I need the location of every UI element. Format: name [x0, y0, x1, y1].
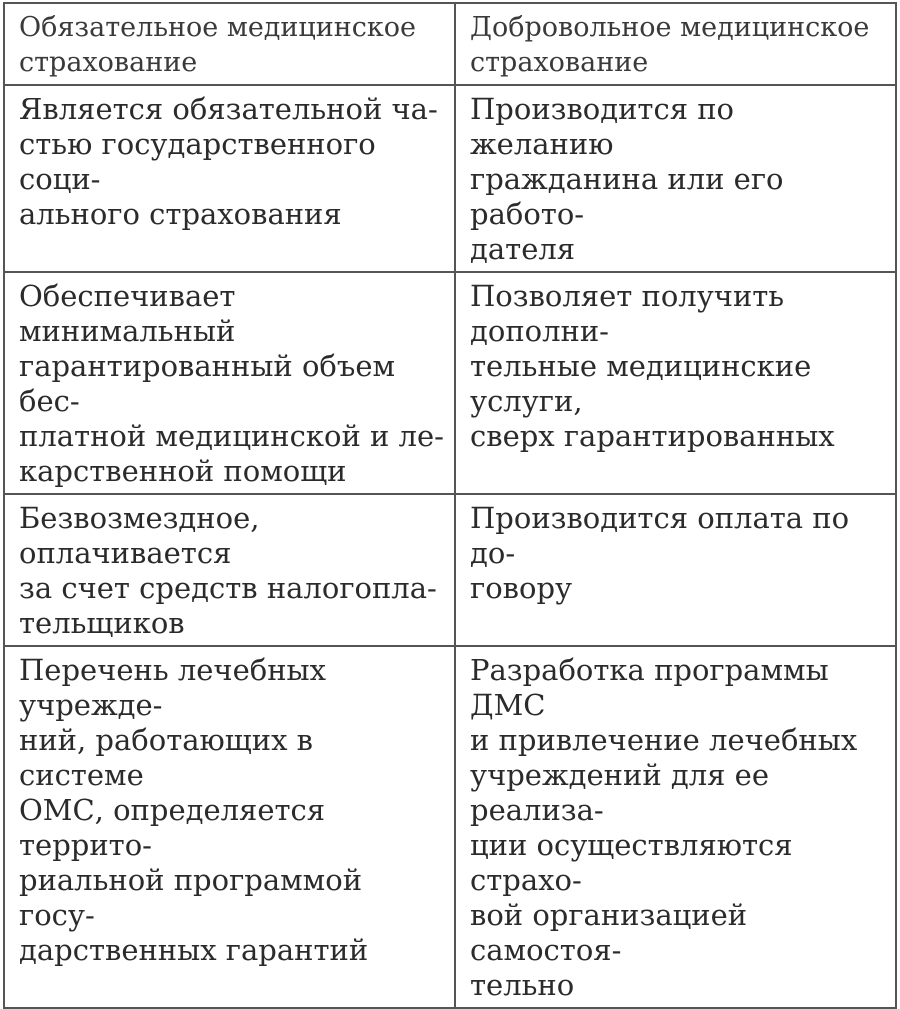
table-row: [4, 494, 896, 646]
cell-text: Является обязательной ча- стью государственного соци- ального страхования: [19, 92, 438, 231]
cell-text: Позволяет получить дополни- тельные медицинские услуги, сверх гарантированных: [470, 279, 835, 453]
table-cell: [4, 85, 455, 272]
table-cell: [455, 272, 896, 494]
table-cell: [4, 272, 455, 494]
cell-text: Перечень лечебных учрежде- ний, работающих в системе ОМС, определяется террито- риальной программой госу- дарственных гарантий: [19, 653, 369, 967]
table-cell: [455, 646, 896, 1008]
table-row: [4, 272, 896, 494]
table-cell: [4, 646, 455, 1008]
comparison-table: [3, 2, 897, 1009]
cell-text: Обеспечивает минимальный гарантированный объем бес- платной медицинской и ле- карственной помощи: [19, 279, 444, 488]
cell-text: Разработка программы ДМС и привлечение лечебных учреждений для ее реализа- ции осуществляются страхо- вой организацией самостоя- тельно: [470, 653, 858, 1002]
table-cell: [455, 494, 896, 646]
header-dms-text: Добровольное медицинское страхование: [470, 12, 870, 78]
table-row: [4, 85, 896, 272]
cell-text: Безвозмездное, оплачивается за счет средств налогопла- тельщиков: [19, 501, 437, 640]
table-header-row: [4, 3, 896, 85]
table-cell: [455, 85, 896, 272]
header-cell-dms: [455, 3, 896, 85]
cell-text: Производится по желанию гражданина или его работо- дателя: [470, 92, 784, 266]
table-row: [4, 646, 896, 1008]
header-cell-oms: [4, 3, 455, 85]
table-cell: [4, 494, 455, 646]
header-oms-text: Обязательное медицинское страхование: [19, 12, 417, 78]
cell-text: Производится оплата по до- говору: [470, 501, 850, 605]
